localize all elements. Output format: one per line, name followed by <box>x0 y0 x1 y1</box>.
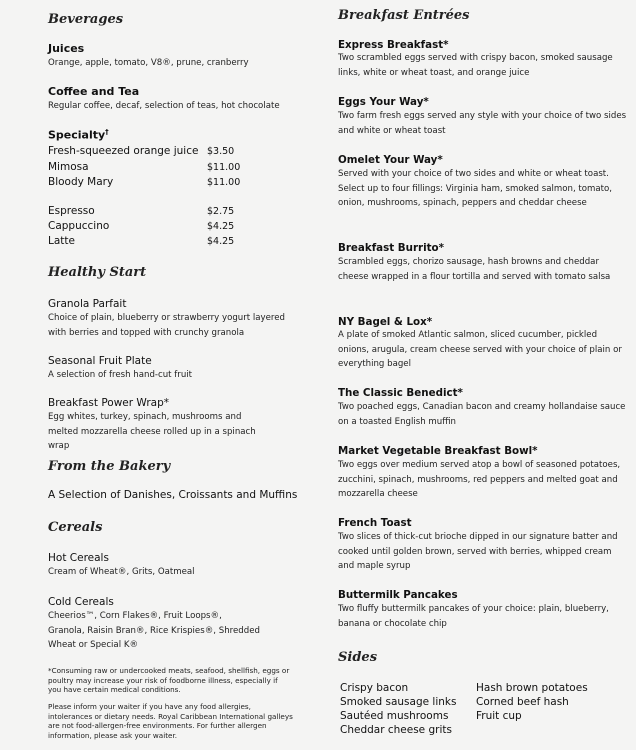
side-item: Smoked sausage links <box>340 696 457 708</box>
specialty-item: Cappuccino $4.25 <box>48 220 235 232</box>
cold-cereals-heading: Cold Cereals <box>48 596 114 608</box>
menu-item-desc: A plate of smoked Atlantic salmon, sliced cucumber, pickled onions, arugula, cream cheese served with your choice of plain or everything bagel <box>338 330 622 369</box>
specialty-item: Espresso $2.75 <box>48 205 235 217</box>
menu-item-desc: A selection of fresh hand-cut fruit <box>48 370 193 380</box>
dagger-mark: † <box>105 128 109 136</box>
menu-item-desc: Two scrambled eggs served with crispy bacon, smoked sausage links, white or wheat toast, and orange juice <box>338 53 613 78</box>
bakery-line: A Selection of Danishes, Croissants and Muffins <box>48 489 298 501</box>
menu-item-desc: Choice of plain, blueberry or strawberry yogurt layered with berries and topped with crunchy granola <box>48 313 285 338</box>
menu-item-name: Express Breakfast* <box>338 39 449 51</box>
menu-item-name: Granola Parfait <box>48 298 127 310</box>
menu-item-name: The Classic Benedict* <box>338 387 463 399</box>
specialty-item: Latte $4.25 <box>48 235 235 247</box>
menu-item-name: Breakfast Power Wrap* <box>48 397 169 409</box>
menu-item-name: Market Vegetable Breakfast Bowl* <box>338 445 538 457</box>
cold-cereals-desc: Cheerios™, Corn Flakes®, Fruit Loops®, Granola, Raisin Bran®, Rice Krispies®, Shredded Wheat or Special K® <box>48 611 260 650</box>
menu-item-name: Buttermilk Pancakes <box>338 589 458 601</box>
specialty-heading: Specialty† <box>48 128 109 142</box>
menu-item-desc: Served with your choice of two sides and white or wheat toast. Select up to four fillings: Virginia ham, smoked salmon, tomato, onion, mushrooms, spinach, peppers and cheddar cheese <box>338 169 613 208</box>
menu-item-desc: Egg whites, turkey, spinach, mushrooms and melted mozzarella cheese rolled up in a spinach wrap <box>48 412 256 451</box>
menu-item-name: French Toast <box>338 517 412 529</box>
bakery-title: From the Bakery <box>48 459 171 474</box>
side-item: Corned beef hash <box>476 696 569 708</box>
coffee-heading: Coffee and Tea <box>48 85 140 98</box>
allergen-notice: Please inform your waiter if you have any food allergies, intolerances or dietary needs. Royal Caribbean International galleys are not food-allergen-free environments. For further allergen information, please ask your waiter. <box>48 702 293 740</box>
side-item: Hash brown potatoes <box>476 682 588 694</box>
juices-heading: Juices <box>48 42 85 55</box>
menu-item-desc: Two fluffy buttermilk pancakes of your choice: plain, blueberry, banana or chocolate chip <box>338 604 609 629</box>
menu-item-desc: Two farm fresh eggs served any style with your choice of two sides and white or wheat toast <box>338 111 627 136</box>
cereals-title: Cereals <box>48 520 103 535</box>
side-item: Crispy bacon <box>340 682 409 694</box>
juices-desc: Orange, apple, tomato, V8®, prune, cranberry <box>48 58 249 68</box>
menu-item-desc: Scrambled eggs, chorizo sausage, hash browns and cheddar cheese wrapped in a flour tortilla and served with tomato salsa <box>338 257 611 282</box>
coffee-desc: Regular coffee, decaf, selection of teas, hot chocolate <box>48 101 280 111</box>
specialty-item: Bloody Mary $11.00 <box>48 176 241 188</box>
side-item: Sautéed mushrooms <box>340 710 449 722</box>
breakfast-entrees-title: Breakfast Entrées <box>338 8 470 23</box>
hot-cereals-heading: Hot Cereals <box>48 552 109 564</box>
side-item: Cheddar cheese grits <box>340 724 452 736</box>
menu-item-desc: Two poached eggs, Canadian bacon and creamy hollandaise sauce on a toasted English muffin <box>338 402 626 427</box>
menu-item-name: Seasonal Fruit Plate <box>48 355 152 367</box>
sides-title: Sides <box>338 650 378 665</box>
menu-item-name: Breakfast Burrito* <box>338 242 445 254</box>
beverages-title: Beverages <box>48 12 124 27</box>
healthy-start-title: Healthy Start <box>48 265 147 280</box>
specialty-item: Mimosa $11.00 <box>48 161 241 173</box>
menu-item-name: Omelet Your Way* <box>338 154 443 166</box>
hot-cereals-desc: Cream of Wheat®, Grits, Oatmeal <box>48 567 195 577</box>
menu-item-name: NY Bagel & Lox* <box>338 316 433 328</box>
foodborne-notice: *Consuming raw or undercooked meats, seafood, shellfish, eggs or poultry may increase your risk of foodborne illness, especially if you have certain medical conditions. <box>48 666 290 694</box>
specialty-item: Fresh-squeezed orange juice $3.50 <box>48 145 235 157</box>
menu-item-desc: Two slices of thick-cut brioche dipped in our signature batter and cooked until golden brown, served with berries, whipped cream and maple syrup <box>338 532 618 571</box>
side-item: Fruit cup <box>476 710 522 722</box>
menu-item-name: Eggs Your Way* <box>338 96 429 108</box>
menu-item-desc: Two eggs over medium served atop a bowl of seasoned potatoes, zucchini, spinach, mushrooms, red peppers and melted goat and mozzarella cheese <box>338 460 621 499</box>
